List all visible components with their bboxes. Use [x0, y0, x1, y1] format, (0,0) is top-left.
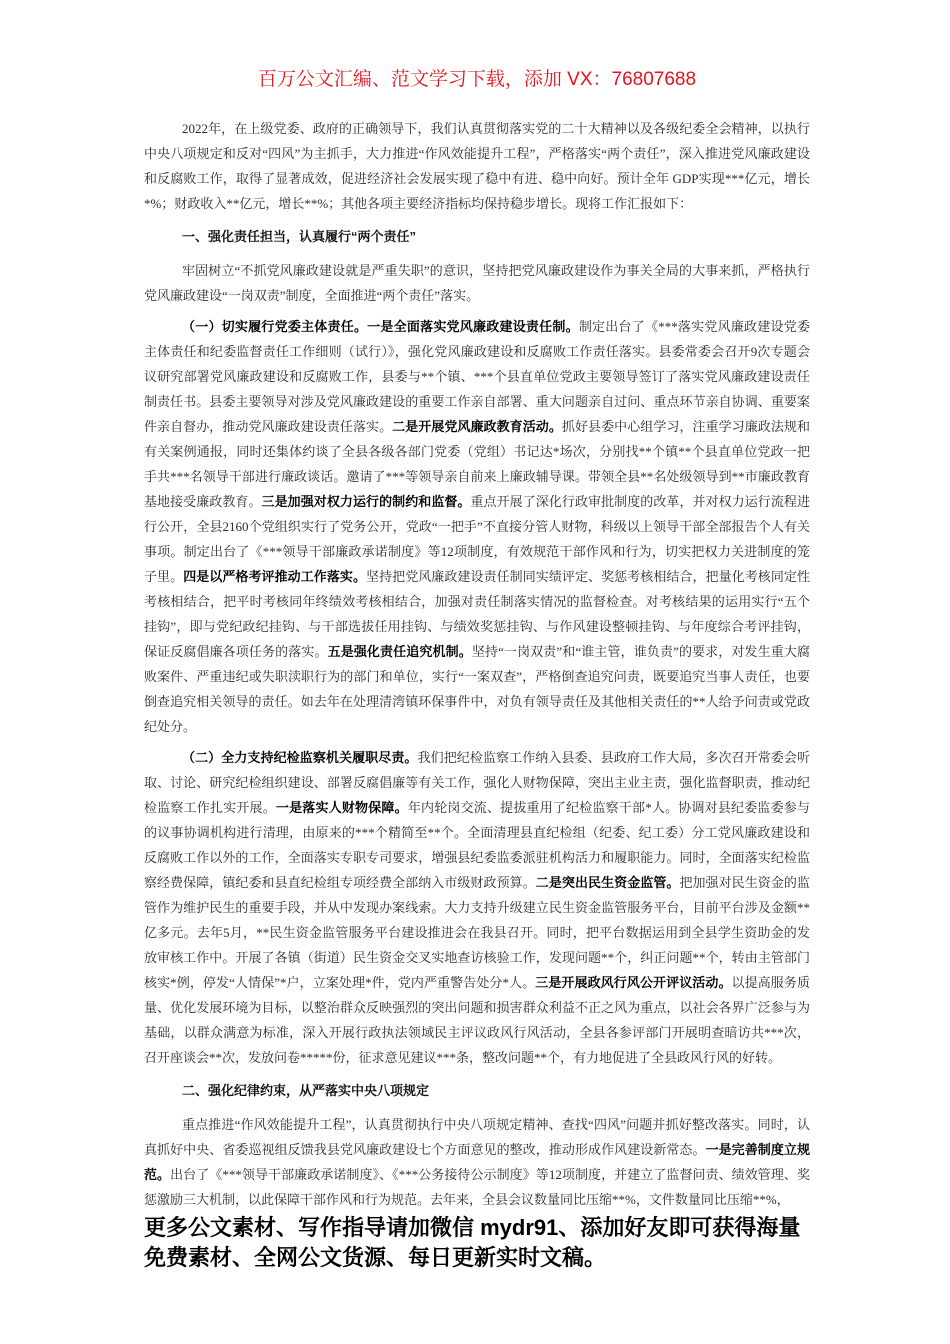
body-text: 把加强对民生资金的监管作为维护民生的重要手段，并从中发现办案线索。大力支持升级建立民生资金监管服务平台，目前平台涉及金额**亿多元。去年5月，**民生资金监管服务平台建设推进会在我县召开。同时，把平台数据运用到全县学生资助金的发放审核工作中。开展了各镇（街道）民生资金交叉实地查访核验工作，发现问题**个，纠正问题**个，转由主管部门核实*例，停发“人情保”*户，立案处理*件，党内严重警告处分*人。: [144, 875, 810, 990]
body-text: 制定出台了《***落实党风廉政建设党委主体责任和纪委监督责任工作细则（试行）》，强化党风廉政建设和反腐败工作责任落实。县委常委会召开9次专题会议研究部署党风廉政建设和反腐败工作，县委与**个镇、***个县直单位党政主要领导签订了落实党风廉政建设责任制责任书。县委主要领导对涉及党风廉政建设的重要工作亲自部署、重大问题亲自过问、重点环节亲自协调、重要案件亲自督办，推动党风廉政建设责任落实。: [144, 319, 810, 434]
body-text: 坚持“一岗双责”和“谁主管，谁负责”的要求，对发生重大腐败案件、严重违纪或失职渎职行为的部门和单位，实行“一案双查”，严格倒查追究问责，既要追究当事人责任，也要倒查追究相关领导的责任。如去年在处理清湾镇环保事件中，对负有领导责任及其他相关责任的**人给予问责或党政纪处分。: [144, 644, 810, 734]
subsection-1-title: （一）切实履行党委主体责任。一是全面落实党风廉政建设责任制。: [182, 319, 579, 334]
intro-paragraph: 2022年，在上级党委、政府的正确领导下，我们认真贯彻落实党的二十大精神以及各级纪委全会精神，以执行中央八项规定和反对“四风”为主抓手，大力推进“作风效能提升工程”，严格落实“两个责任”，深入推进党风廉政建设和反腐败工作，取得了显著成效，促进经济社会发展实现了稳中有进、稳中向好。预计全年 GDP实现***亿元，增长*%；财政收入**亿元，增长**%；其他各项主要经济指标均保持稳步增长。现将工作汇报如下：: [144, 121, 810, 211]
body-text: 以提高服务质量、优化发展环境为目标，以整治群众反映强烈的突出问题和损害群众利益不正之风为重点，以社会各界广泛参与为基础，以群众满意为标准，深入开展行政执法领域民主评议政风行风活动，全县各参评部门开展明查暗访共***次，召开座谈会**次，发放问卷*****份，征求意见建议***条，整改问题**个，有力地促进了全县政风行风的好转。: [144, 975, 810, 1065]
body-text: 年内轮岗交流、提拔重用了纪检监察干部*人。协调对县纪委监委参与的议事协调机构进行清理，由原来的***个精简至**个。全面清理县直纪检组（纪委、纪工委）分工党风廉政建设和反腐败工作以外的工作，全面落实专职专司要求，增强县纪委监委派驻机构活力和履职能力。同时，全面落实纪检监察经费保障，镇纪委和县直纪检组专项经费全部纳入市级财政预算。: [144, 800, 810, 890]
point-title: 二是开展党风廉政教育活动。: [392, 419, 562, 434]
section-heading-1: 一、强化责任担当，认真履行“两个责任”: [182, 229, 417, 244]
promo-footer: 更多公文素材、写作指导请加微信 mydr91、添加好友即可获得海量免费素材、全网公文货源、每日更新实时文稿。: [144, 1215, 801, 1270]
subsection-1-paragraph: [144, 314, 810, 739]
body-text: 出台了《***领导干部廉政承诺制度》、《***公务接待公示制度》等12项制度，并建立了监督问责、绩效管理、奖惩激励三大机制，以此保障干部作风和行为规范。去年来，全县会议数量同比压缩**%，文件数量同比压缩**%，: [144, 1167, 810, 1207]
section-2-paragraph: [144, 1112, 810, 1212]
body-text: 重点开展了深化行政审批制度的改革，并对权力运行流程进行公开，全县2160个党组织实行了党务公开，党政“一把手”不直接分管人财物，科级以上领导干部全部报告个人有关事项。制定出台了《***领导干部廉政承诺制度》等12项制度，有效规范干部作风和行为，切实把权力关进制度的笼子里。: [144, 494, 810, 584]
body-text: 重点推进“作风效能提升工程”，认真贯彻执行中央八项规定精神、查找“四风”问题并抓好整改落实。同时，认真抓好中央、省委巡视组反馈我县党风廉政建设七个方面意见的整改，推动形成作风建设新常态。: [144, 1117, 810, 1157]
body-text: 我们把纪检监察工作纳入县委、县政府工作大局，多次召开常委会听取、讨论、研究纪检组织建设、部署反腐倡廉等有关工作，强化人财物保障，突出主业主责，强化监督职责，推动纪检监察工作扎实开展。: [144, 750, 810, 815]
point-title: 三是加强对权力运行的制约和监督。: [261, 494, 471, 509]
section-heading-2: 二、强化纪律约束，从严落实中央八项规定: [182, 1083, 430, 1098]
section-1-lead-paragraph: 牢固树立“不抓党风廉政建设就是严重失职”的意识，坚持把党风廉政建设作为事关全局的大事来抓，严格执行党风廉政建设“一岗双责”制度，全面推进“两个责任”落实。: [144, 263, 810, 303]
point-title: 一是完善制度立规范。: [144, 1142, 810, 1182]
subsection-2-title: （二）全力支持纪检监察机关履职尽责。: [182, 750, 418, 765]
subsection-2-paragraph: [144, 745, 810, 1070]
document-banner: 百万公文汇编、范文学习下载，添加 VX：76807688: [257, 69, 697, 90]
document-page: [144, 0, 810, 1273]
point-title: 四是以严格考评推动工作落实。: [183, 569, 367, 584]
point-title: 五是强化责任追究机制。: [327, 644, 472, 659]
body-text: 抓好县委中心组学习，注重学习廉政法规和有关案例通报，同时还集体约谈了全县各级各部门党委（党组）书记达*场次，分别找**个镇**个县直单位党政一把手共***名领导干部进行廉政谈话。邀请了***等领导亲自前来上廉政辅导课。带领全县**名处级领导到**市廉政教育基地接受廉政教育。: [144, 419, 810, 509]
body-text: 坚持把党风廉政建设责任制同实绩评定、奖惩考核相结合，把量化考核同定性考核相结合，把平时考核同年终绩效考核相结合，加强对责任制落实情况的监督检查。对考核结果的运用实行“五个挂钩”，即与党纪政纪挂钩、与干部选拔任用挂钩、与绩效奖惩挂钩、与作风建设整顿挂钩、与年度综合考评挂钩，保证反腐倡廉各项任务的落实。: [144, 569, 810, 659]
point-title: 一是落实人财物保障。: [275, 800, 408, 815]
point-title: 二是突出民生资金监管。: [535, 875, 680, 890]
point-title: 三是开展政风行风公开评议活动。: [535, 975, 732, 990]
